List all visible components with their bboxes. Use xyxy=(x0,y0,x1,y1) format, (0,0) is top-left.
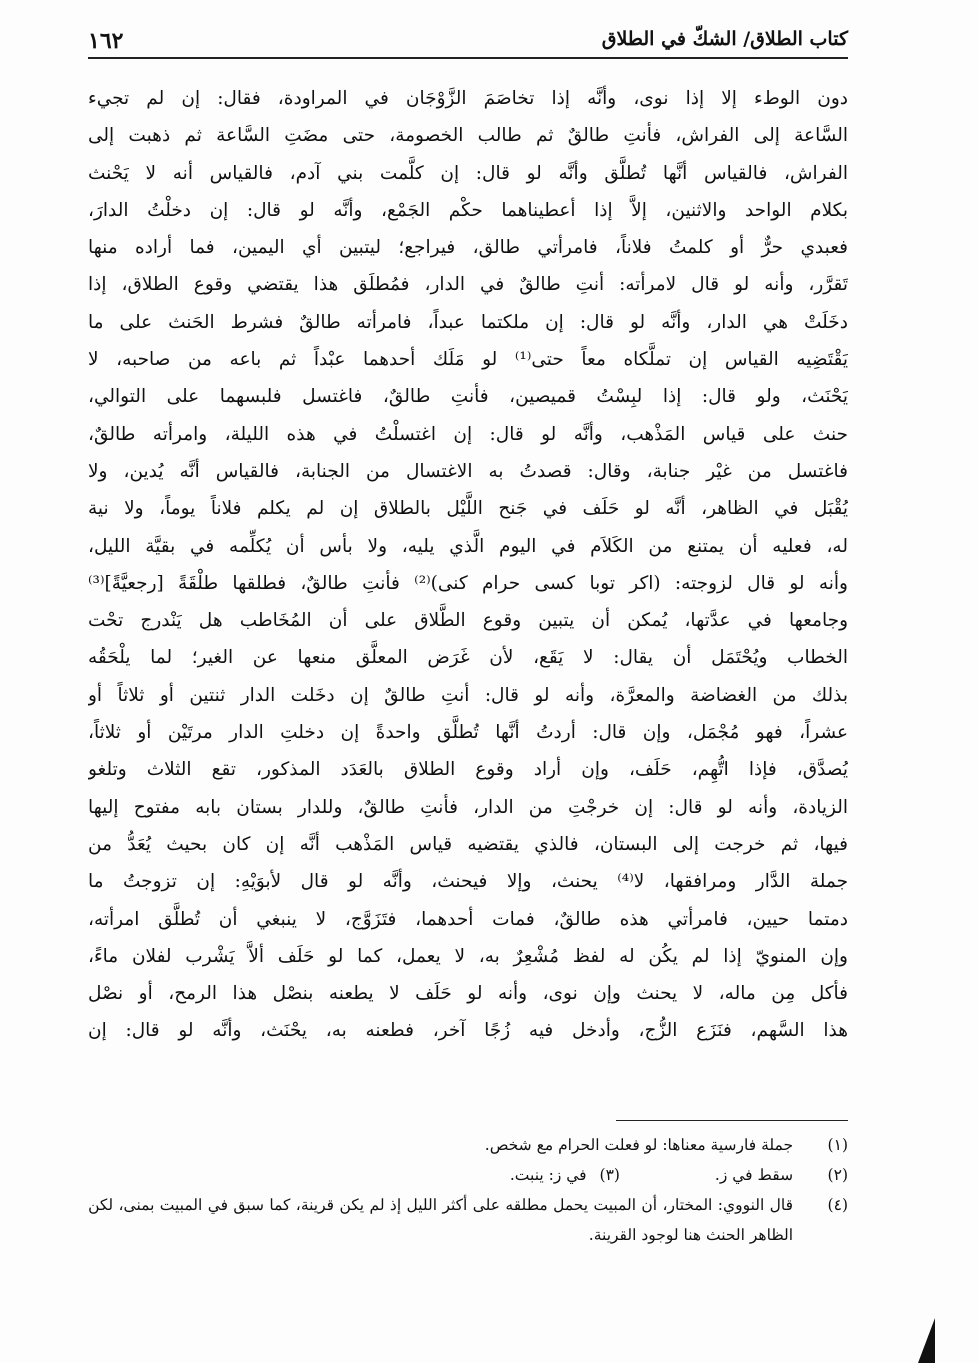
footnote-text: قال النووي: المختار، أن المبيت يحمل مطلقه على أكثر الليل إذ لم يكن قرينة، كما سبق في المبيت بمنى، لكن الظاهر الحنث هنا لوجود القرينة. xyxy=(88,1196,794,1244)
footnote xyxy=(88,1190,848,1250)
text-line: وإن المنويّ إذا لم يكُن له لفظ مُشْعِرٌ به، لا يعمل، كما لو حَلَف ألاَّ يَشْرب لفلان ماءً، xyxy=(88,945,848,967)
text-line: بكلام الواحد والاثنين، إلاَّ إذا أعطيناهما حكْم الجَمْع، وأنَّه لو قال: إن دخلْتُ الدارَ، xyxy=(88,199,848,221)
footnote-number: (٢) xyxy=(827,1166,848,1184)
footnote xyxy=(510,1160,620,1190)
text-line: تَقرَّر، وأنه لو قال لامرأته: أنتِ طالقٌ في الدار، فمُطلَق هذا يقتضي وقوع الطلاق، إذا xyxy=(88,274,848,296)
footnote-number: (٤) xyxy=(827,1196,848,1214)
text-line: فيها، ثم خرجت إلى البستان، فالذي يقتضيه قياس المَذْهب أنَّه إن كان بحيث يُعَدُّ من xyxy=(88,833,848,855)
text-line: يَحْنَث، ولو قال: إذا لبِسْتُ قميصين، فأنتِ طالقٌ، فاغتسل فلبسهما على التوالي، xyxy=(88,386,848,408)
text-line: هذا السَّهم، فنَزَع الزُّج، وأدخل فيه زُجًا آخر، فطعنه به، يحْنَث، وأنَّه لو قال: إن xyxy=(88,1020,848,1042)
text-line: له، فعليه أن يمتنع من الكَلاَم في اليوم الَّذي يليه، ولا بأس أن يُكلِّمه في بقيَّة الليل، xyxy=(88,535,848,557)
text-line: وأنه لو قال لزوجته: (اكر توبا كسى حرام كنى)⁽²⁾ فأنتِ طالقٌ، فطلقها طلْقَةً [رجعيَّةً]⁽³⁾ xyxy=(88,572,848,594)
footnote-text: جملة فارسية معناها: لو فعلت الحرام مع شخص. xyxy=(484,1136,794,1154)
text-line: يُقْبَل في الظاهر، أنَّه لو حَلَف في جَنح اللَّيْل بالطلاق إن لم يكلم فلاناً يوماً، ولا نية xyxy=(88,498,848,520)
footnote-number: (١) xyxy=(827,1136,848,1154)
footnote xyxy=(88,1130,848,1160)
text-line: فأكل مِن ماله، لا يحنث وإن نوى، وأنه لو حَلَف لا يطعنه بنصْل هذا الرمح، أو نصْل xyxy=(88,983,848,1005)
text-line: جملة الدَّار ومرافقها، لا⁽⁴⁾ يحنث، وإلا فيحنث، وأنَّه لو قال لأبوَيْهِ: إن تزوجتُ ما xyxy=(88,871,848,893)
page-number: ١٦٢ xyxy=(88,28,124,54)
text-line: يَقْتَضِيه القياس إن تملَّكاه معاً حتى⁽¹⁾ لو مَلَك أحدهما عبْداً ثم باعه من صاحبه، لا xyxy=(88,349,848,371)
text-line: الخطاب ويُحْتَمَل أن يقال: لا يَقَع، لأن غَرَض المعلَّق منعها عن الغير؛ لما يلْحَقُه xyxy=(88,647,848,669)
text-line: دخَلَتْ هي الدار، وأنَّه لو قال: إن ملكتما عبداً، فامرأته طالقٌ فشرط الحَنث على ما xyxy=(88,311,848,333)
text-line: عشراً، فهو مُجْمَل، وإن قال: أردتُ أنَّها تُطلَّق واحدةً إن دخلتِ الدار مرتَيْن أو ثلاثاً، xyxy=(88,722,848,744)
text-line: وجامعها في عدَّتها، يُمكن أن يتبين وقوع الطَّلاق على أن المُخَاطب هل يَنْدرج تحْت xyxy=(88,610,848,632)
header-divider xyxy=(88,57,848,59)
footnote-text: في ز: ينبت. xyxy=(509,1166,587,1184)
text-line: دون الوطء إلا إذا نوى، وأنَّه إذا تخاصَمَ الزَّوْجَان في المراودة، فقال: إن لم تجيء xyxy=(88,88,848,109)
running-header xyxy=(88,14,848,56)
scan-corner-mark xyxy=(918,1318,935,1363)
footnote-divider xyxy=(616,1120,848,1121)
text-line: فعبدي حرٌّ أو كلمتُ فلاناً، فامرأتي طالق، فيراجع؛ ليتبين أي اليمين، فما أراده منها xyxy=(88,237,848,259)
text-line: فاغتسل من غيْر جنابة، وقال: قصدتُ به الاغتسال من الجنابة، فالقياس أنَّه يُدين، ولا xyxy=(88,460,848,482)
footnotes xyxy=(88,1130,848,1250)
text-line: الفراش، فالقياس أنَّها تُطلَّق وأنَّه لو قال: إن كلَّمت بني آدم، فالقياس أنه لا يَحْنث xyxy=(88,162,848,184)
header-title: كتاب الطلاق/ الشكّ في الطلاق xyxy=(601,28,848,50)
text-line: دمتما حيين، فامرأتي هذه طالقٌ، فمات أحدهما، فتَزَوَّج، لا ينبغي أن تُطلَّق امرأته، xyxy=(88,908,848,930)
footnote xyxy=(88,1160,848,1190)
footnote-number: (٣) xyxy=(599,1166,620,1184)
text-line: حنث على قياس المَذْهب، وأنَّه لو قال: إن اغتسلْتُ في هذه الليلة، وامرأته طالقٌ، xyxy=(88,423,848,445)
footnote-text: سقط في ز. xyxy=(714,1166,794,1184)
text-line: السَّاعة إلى الفراش، فأنتِ طالقٌ ثم طالب الخصومة، حتى مضَتِ السَّاعة ثم ذهبت إلى xyxy=(88,125,848,147)
text-line: الزيادة، وأنه لو قال: إن خرجْتِ من الدار، فأنتِ طالقٌ، وللدار بستان بابه مفتوح إليها xyxy=(88,796,848,818)
text-line: بذلك من الغضاضة والمعرَّة، وأنه لو قال: أنتِ طالقٌ إن دخَلت الدار ثنتين أو ثلاثاً أو xyxy=(88,684,848,706)
body-text xyxy=(88,80,848,1050)
text-line: يُصدَّق، فإذا اتُّهِم، حَلَف، وإن أراد وقوع الطلاق بالعَدَد المذكور، تقع الثلاث وتلغو xyxy=(88,759,848,781)
